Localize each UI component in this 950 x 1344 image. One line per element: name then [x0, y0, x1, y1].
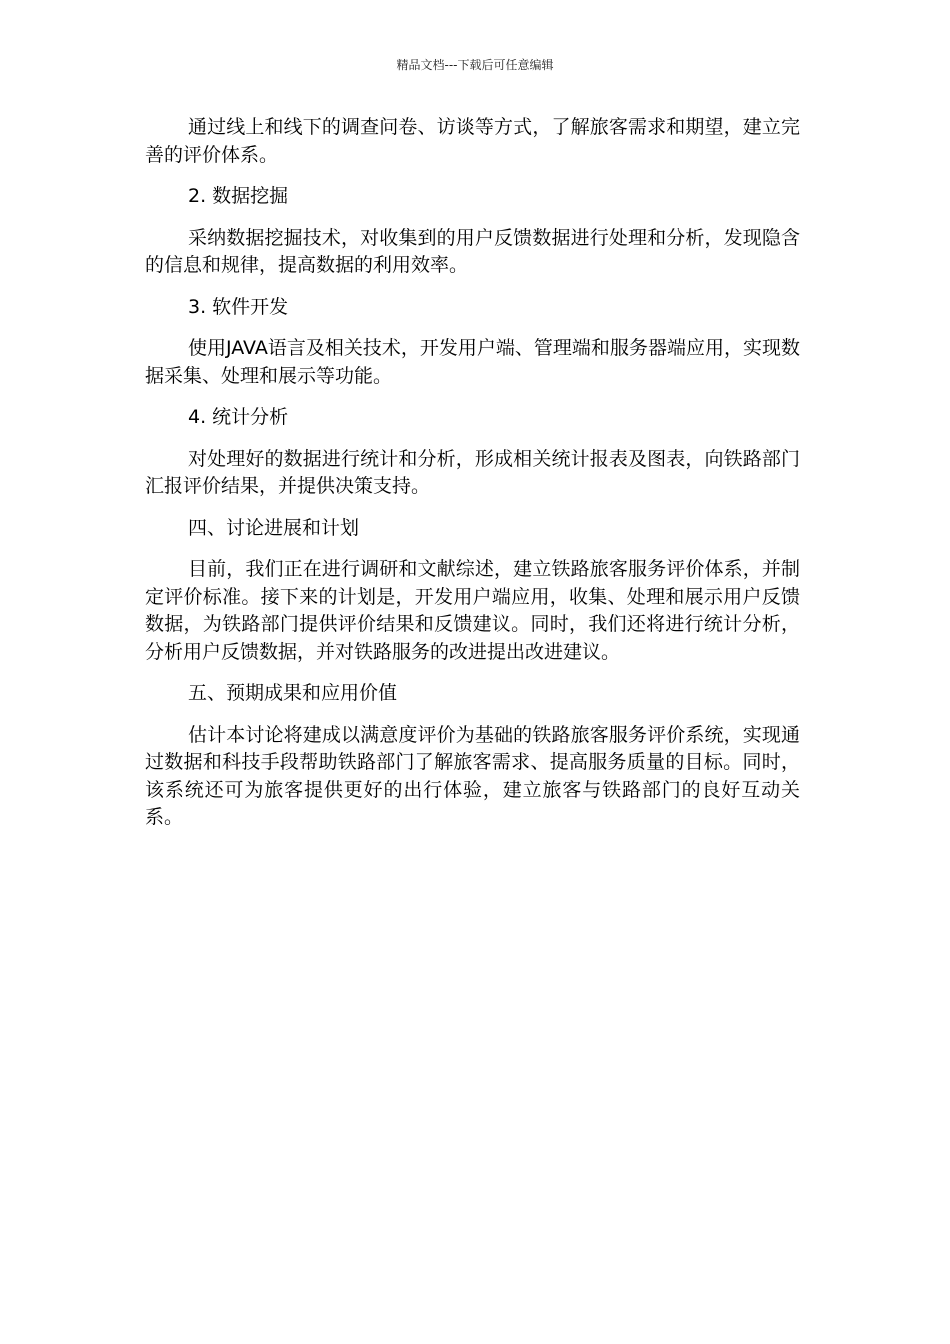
section-heading-statistics: 4. 统计分析 [188, 406, 289, 428]
section-heading-outcomes: 五、预期成果和应用价值 [188, 682, 398, 704]
section-heading-data-mining: 2. 数据挖掘 [188, 185, 289, 207]
paragraph-survey: 通过线上和线下的调查问卷、访谈等方式，了解旅客需求和期望，建立完善的评价体系。 [145, 116, 800, 166]
document-body [145, 114, 800, 832]
paragraph-progress: 目前，我们正在进行调研和文献综述，建立铁路旅客服务评价体系，并制定评价标准。接下来的计划是，开发用户端应用，收集、处理和展示用户反馈数据，为铁路部门提供评价结果和反馈建议。同时，我们还将进行统计分析，分析用户反馈数据，并对铁路服务的改进提出改进建议。 [145, 558, 800, 663]
section-heading-software: 3. 软件开发 [188, 295, 289, 318]
page-header: 精品文档---下载后可任意编辑 [396, 58, 554, 72]
paragraph-software: 使用JAVA语言及相关技术，开发用户端、管理端和服务器端应用，实现数据采集、处理和展示等功能。 [145, 337, 800, 387]
paragraph-data-mining: 采纳数据挖掘技术，对收集到的用户反馈数据进行处理和分析，发现隐含的信息和规律，提高数据的利用效率。 [145, 226, 800, 276]
section-heading-progress: 四、讨论进展和计划 [188, 516, 360, 539]
paragraph-outcomes: 估计本讨论将建成以满意度评价为基础的铁路旅客服务评价系统，实现通过数据和科技手段帮助铁路部门了解旅客需求、提高服务质量的目标。同时，该系统还可为旅客提供更好的出行体验，建立旅客与铁路部门的良好互动关系。 [145, 723, 800, 828]
paragraph-statistics: 对处理好的数据进行统计和分析，形成相关统计报表及图表，向铁路部门汇报评价结果，并提供决策支持。 [145, 447, 800, 497]
